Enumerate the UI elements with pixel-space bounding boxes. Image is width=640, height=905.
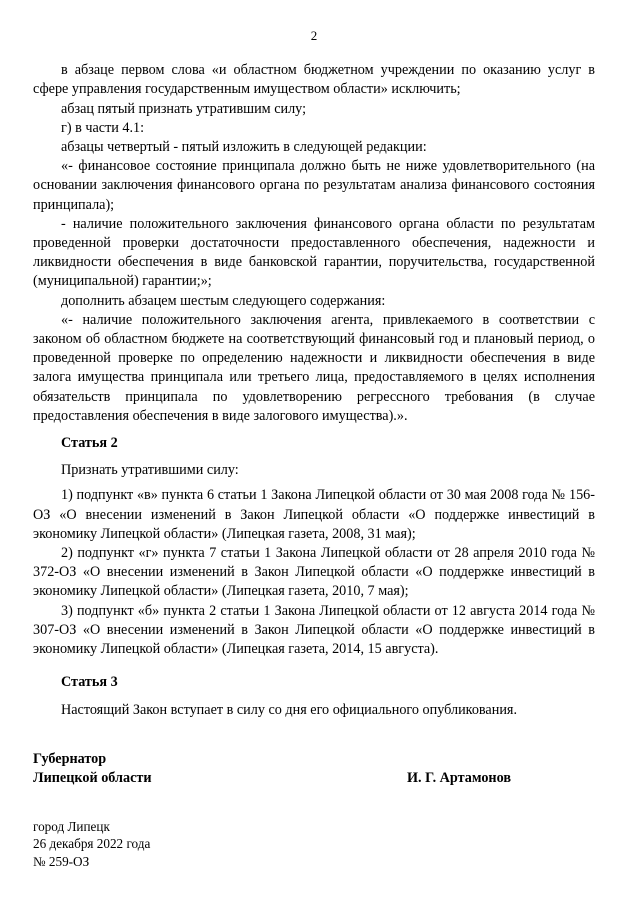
signatory-role-line-1: Губернатор xyxy=(33,750,107,767)
page-number: 2 xyxy=(310,28,318,43)
document-footer xyxy=(33,818,595,870)
article-2-item-3: 3) подпункт «б» пункта 2 статьи 1 Закона Липецкой области от 12 августа 2014 года № 307-ОЗ «О внесении изменений в Закон Липецкой области «О поддержке инвестиций в экономику Липецкой области» (Липецкая газета, 2014, 15 августа). xyxy=(33,602,595,658)
footer-law-number: № 259-ОЗ xyxy=(33,853,90,869)
paragraph-1: в абзаце первом слова «и областном бюджетном учреждении по оказанию услуг в сфере управления государственным имуществом области» исключить; xyxy=(33,62,595,98)
paragraph-7: дополнить абзацем шестым следующего содержания: xyxy=(61,292,386,309)
paragraph-8: «- наличие положительного заключения агента, привлекаемого в соответствии с законом об областном бюджете на соответствующий финансовый год и плановый период, о проведенной проверке по определению надежности и ликвидности обеспечения в виде залога имущества принципала или третьего лица, предоставляемого в целях исполнения обязательств принципала по удовлетворению регрессного требования (в случае предоставления обеспечения в виде залогового имущества).». xyxy=(33,311,595,424)
article-2-item-1: 1) подпункт «в» пункта 6 статьи 1 Закона Липецкой области от 30 мая 2008 года № 156-ОЗ «О внесении изменений в Закон Липецкой области «О поддержке инвестиций в экономику Липецкой области» (Липецкая газета, 2008, 31 мая); xyxy=(33,487,595,542)
paragraph-3: г) в части 4.1: xyxy=(61,119,145,136)
signatory-role-line-2: Липецкой области xyxy=(33,769,152,786)
paragraph-6: - наличие положительного заключения финансового органа области по результатам проведенной проверки достаточности предоставленного обеспечения, надежности и ликвидности обеспечения в виде банковской гарантии, поручительства, государственной (муниципальной) гарантии;»; xyxy=(33,215,595,290)
paragraph-4: абзацы четвертый - пятый изложить в следующей редакции: xyxy=(61,139,427,156)
article-3-heading: Статья 3 xyxy=(61,674,118,691)
signatory-name: И. Г. Артамонов xyxy=(407,769,511,786)
article-3-text: Настоящий Закон вступает в силу со дня его официального опубликования. xyxy=(61,701,517,718)
document-page xyxy=(33,26,595,870)
article-2-heading: Статья 2 xyxy=(61,435,118,452)
footer-date: 26 декабря 2022 года xyxy=(33,836,151,852)
article-2-intro: Признать утратившими силу: xyxy=(61,462,239,479)
paragraph-2: абзац пятый признать утратившим силу; xyxy=(61,100,307,117)
article-2-item-2: 2) подпункт «г» пункта 7 статьи 1 Закона Липецкой области от 28 апреля 2010 года № 372-ОЗ «О внесении изменений в Закон Липецкой области «О поддержке инвестиций в экономику Липецкой области» (Липецкая газета, 2010, 7 мая); xyxy=(33,545,595,600)
paragraph-5: «- финансовое состояние принципала должно быть не ниже удовлетворительного (на основании заключения финансового органа по результатам анализа финансового состояния принципала); xyxy=(33,158,595,213)
footer-city: город Липецк xyxy=(33,819,110,835)
signature-block xyxy=(33,750,595,788)
